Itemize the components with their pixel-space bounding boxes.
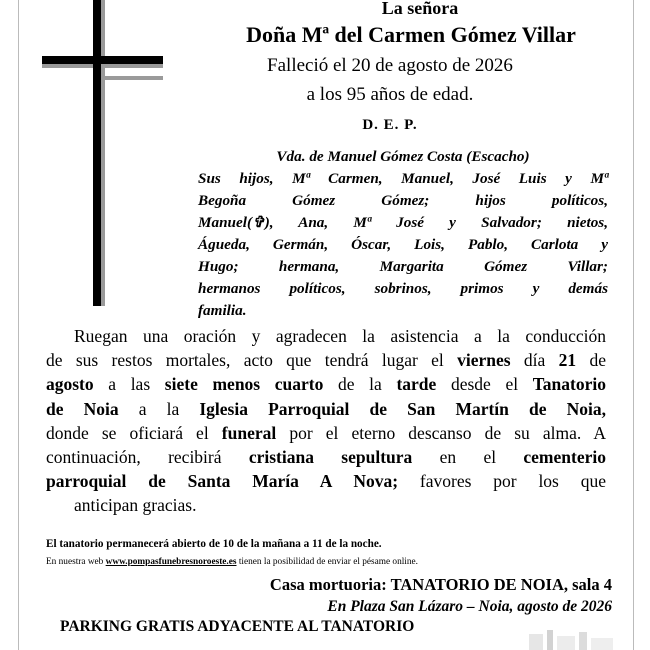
- death-date: Falleció el 20 de agosto de 2026: [267, 55, 513, 76]
- body-line: de Noia a la Iglesia Parroquial de San Martín de Noia,: [46, 398, 606, 419]
- family-line: Hugo; hermana, Margarita Gómez Villar;: [198, 258, 608, 275]
- website-link[interactable]: www.pompasfunebresnoroeste.es: [105, 557, 237, 567]
- family-line: Sus hijos, Mª Carmen, Manuel, José Luis y Mª: [198, 170, 608, 187]
- family-line: Begoña Gómez Gómez; hijos políticos,: [198, 192, 608, 209]
- family-line: hermanos políticos, sobrinos, primos y demás: [198, 280, 608, 297]
- body-line: agosto a las siete menos cuarto de la tarde desde el Tanatorio: [46, 374, 606, 395]
- family-line: Manuel(✞), Ana, Mª José y Salvador; nietos,: [198, 214, 608, 231]
- family-list: [198, 146, 608, 322]
- mortuary-location: Casa mortuoria: TANATORIO DE NOIA, sala 4: [269, 575, 612, 594]
- web-notice: En nuestra web www.pompasfunebresnoroeste.es tienen la posibilidad de enviar el pésame online.: [46, 557, 418, 567]
- funeral-announcement: [46, 324, 606, 518]
- tanatorio-hours: El tanatorio permanecerá abierto de 10 de la mañana a 11 de la noche.: [46, 538, 382, 550]
- heading-title: La señora: [381, 0, 459, 18]
- body-line: anticipan gracias.: [74, 495, 197, 516]
- deceased-name: Doña Mª del Carmen Gómez Villar: [246, 22, 576, 47]
- parking-notice: PARKING GRATIS ADYACENTE AL TANATORIO: [60, 618, 415, 635]
- family-line: familia.: [198, 302, 247, 319]
- body-line: de sus restos mortales, acto que tendrá lugar el viernes día 21 de: [46, 350, 606, 371]
- body-line: Ruegan una oración y agradecen la asistencia a la conducción: [74, 326, 606, 346]
- body-line: continuación, recibirá cristiana sepultura en el cementerio: [46, 447, 606, 468]
- place-date: En Plaza San Lázaro – Noia, agosto de 2026: [327, 598, 612, 615]
- body-line: parroquial de Santa María A Nova; favores por los que: [46, 471, 606, 492]
- family-line: Vda. de Manuel Gómez Costa (Escacho): [276, 148, 530, 165]
- logo-fragment: [527, 628, 617, 650]
- body-line: donde se oficiará el funeral por el eterno descanso de su alma. A: [46, 422, 606, 443]
- age-at-death: a los 95 años de edad.: [306, 84, 474, 105]
- rip-text: D. E. P.: [362, 117, 418, 133]
- family-line: Águeda, Germán, Óscar, Lois, Pablo, Carlota y: [198, 236, 608, 253]
